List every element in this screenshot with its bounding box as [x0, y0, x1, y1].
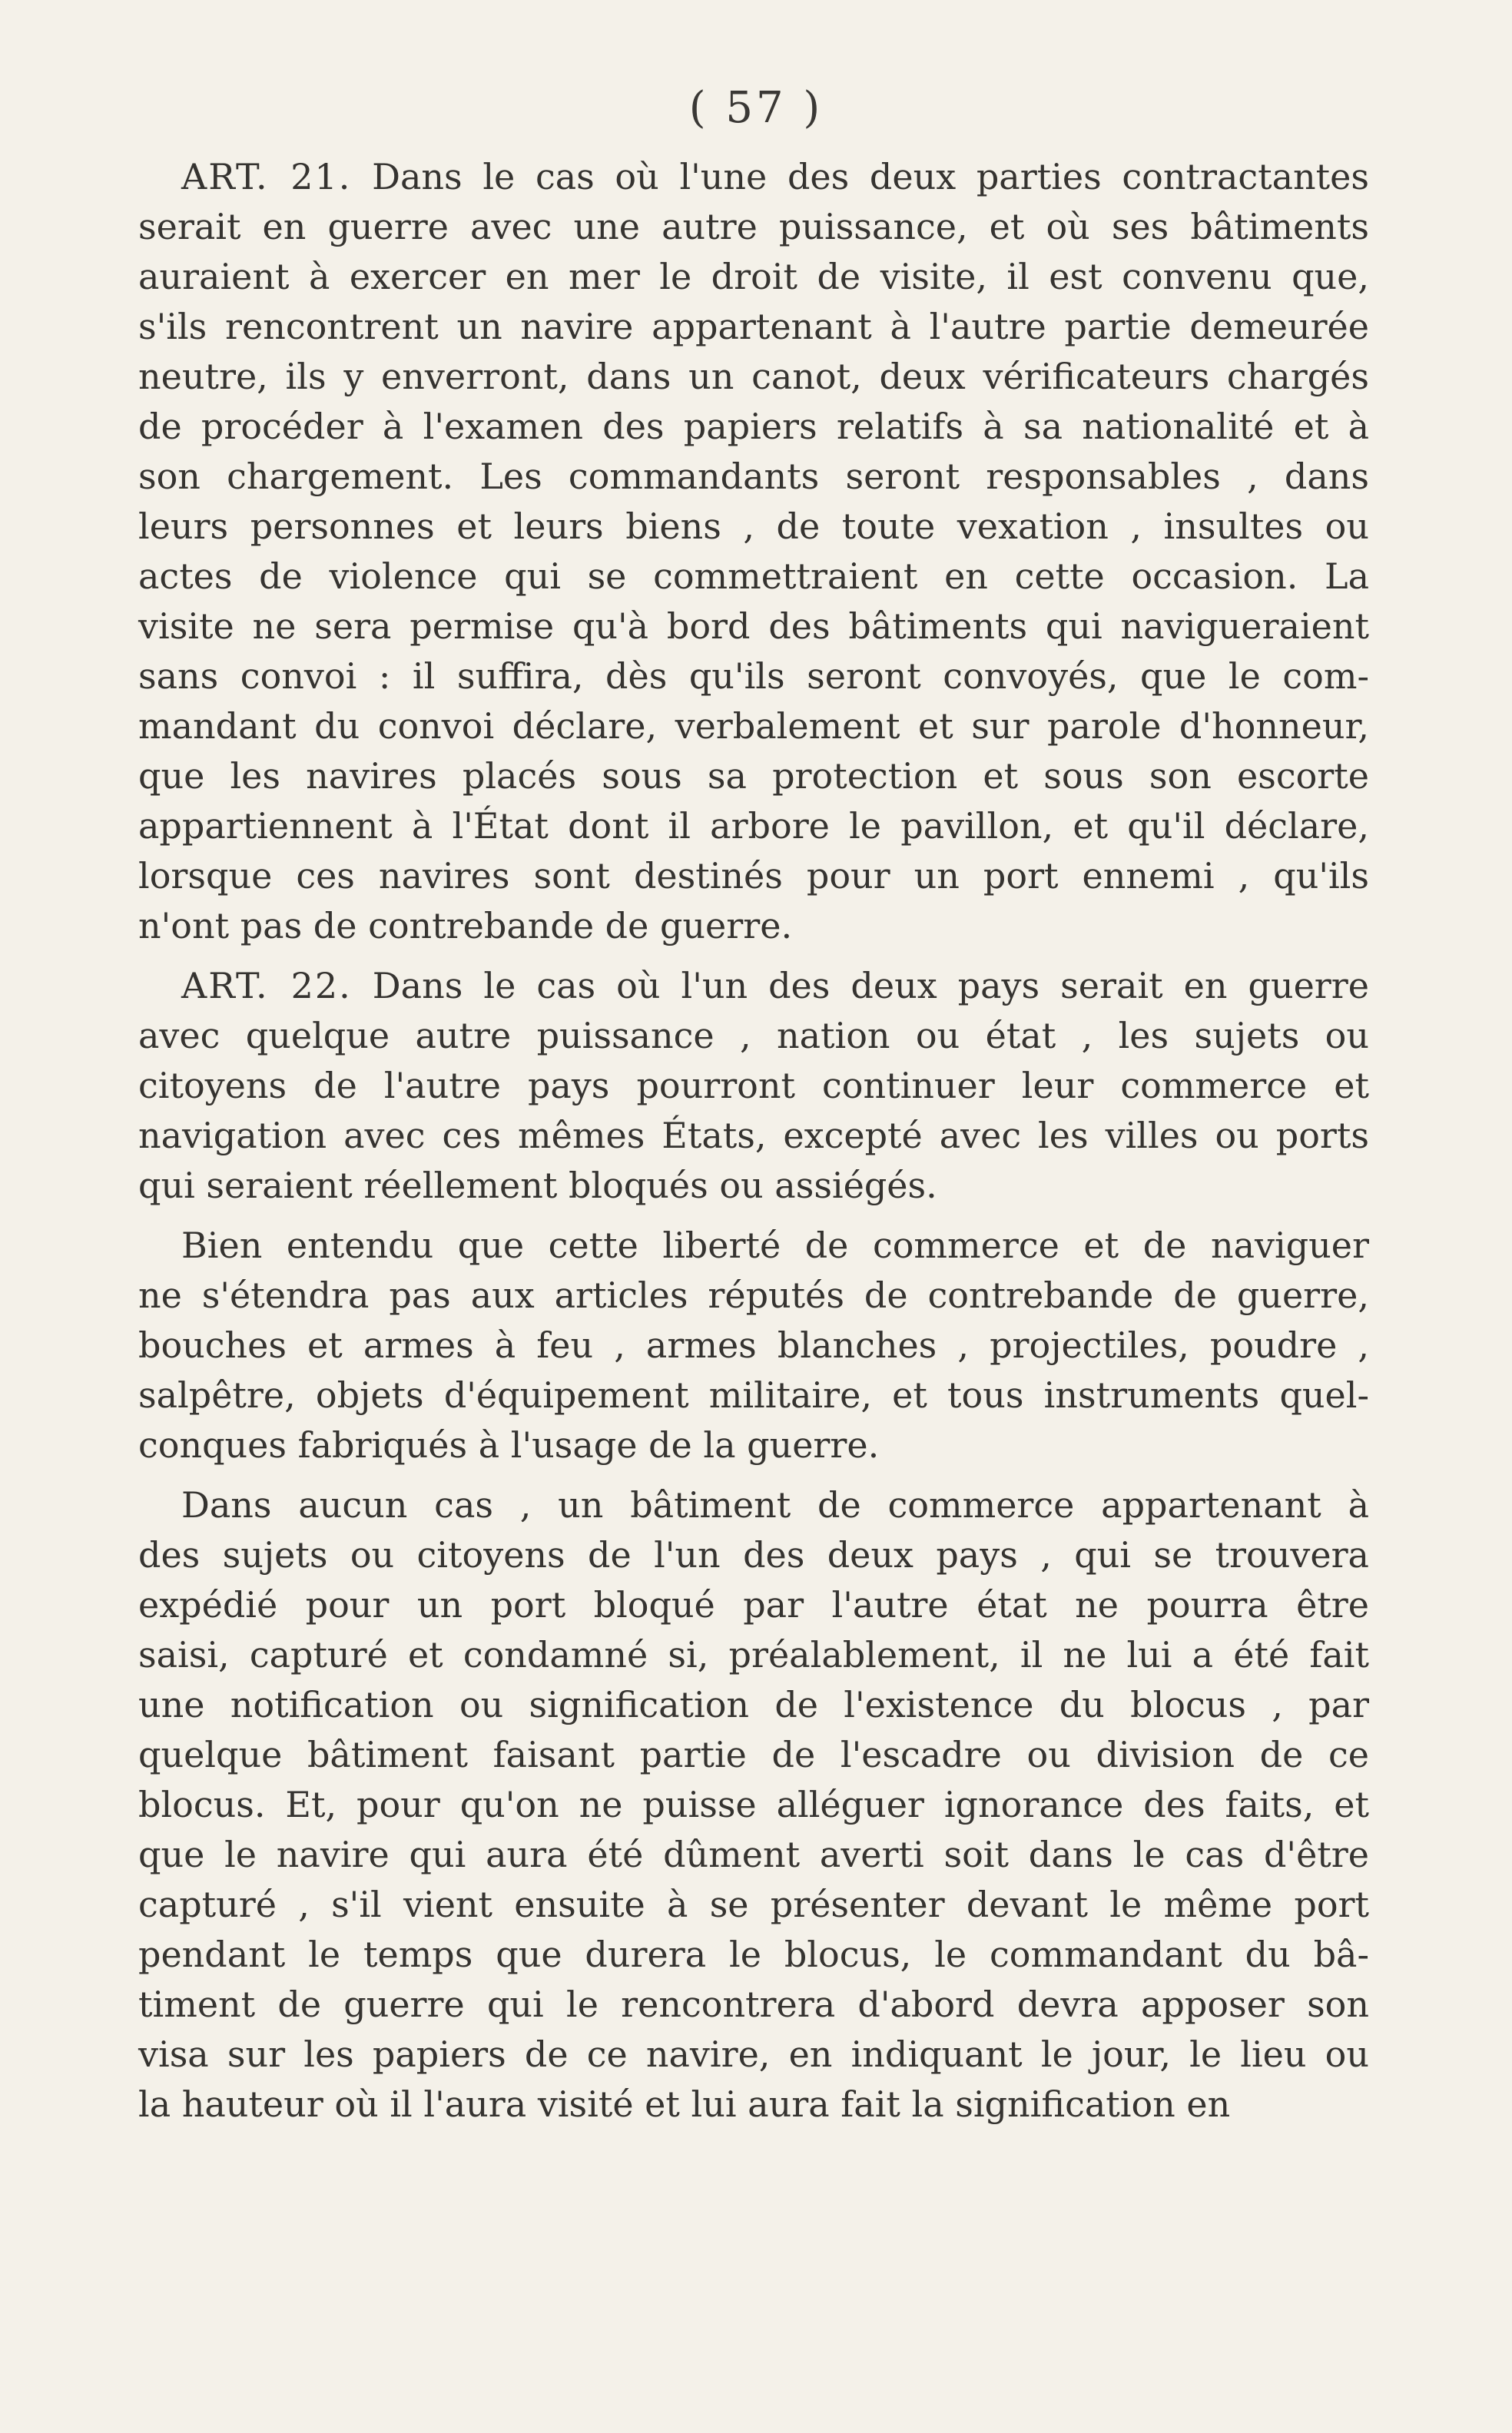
text-line: avec quelque autre puissance , nation ou état , les sujets ou [138, 1015, 1369, 1056]
paragraph-gap [138, 1211, 1369, 1221]
text-line: des sujets ou citoyens de l'un des deux pays , qui se trouvera [138, 1534, 1369, 1576]
text-line: citoyens de l'autre pays pourront continuer leur commerce et [138, 1065, 1369, 1106]
text-line: Bien entendu que cette liberté de commerce et de naviguer [181, 1225, 1369, 1266]
paragraph-gap [138, 951, 1369, 961]
paragraph [138, 1480, 1369, 2130]
text-line: blocus. Et, pour qu'on ne puisse alléguer ignorance des faits, et [138, 1784, 1369, 1825]
text-line-content: Dans le cas où l'une des deux parties contractantes [351, 156, 1369, 197]
text-line [138, 152, 1369, 202]
text-line: qui seraient réellement bloqués ou assiégés. [138, 1165, 937, 1206]
paragraph [138, 152, 1369, 951]
text-line: neutre, ils y enverront, dans un canot, deux vérificateurs chargés [138, 356, 1369, 397]
text-line: sans convoi : il suffira, dès qu'ils seront convoyés, que le com- [138, 655, 1369, 697]
page-number: ( 57 ) [688, 83, 824, 133]
text-line: expédié pour un port bloqué par l'autre état ne pourra être [138, 1584, 1369, 1626]
text-line: auraient à exercer en mer le droit de visite, il est convenu que, [138, 256, 1369, 297]
text-line: conques fabriqués à l'usage de la guerre. [138, 1424, 880, 1466]
text-line: pendant le temps que durera le blocus, le commandant du bâ- [138, 1934, 1369, 1975]
article-label: ART. 22. [181, 965, 352, 1006]
text-line: que le navire qui aura été dûment averti soit dans le cas d'être [138, 1834, 1369, 1875]
text-line: visite ne sera permise qu'à bord des bâtiments qui navigueraient [138, 605, 1369, 647]
text-line: de procéder à l'examen des papiers relatifs à sa nationalité et à [138, 406, 1369, 447]
text-line: que les navires placés sous sa protection et sous son escorte [138, 755, 1369, 797]
text-line: lorsque ces navires sont destinés pour un port ennemi , qu'ils [138, 855, 1369, 897]
text-line: salpêtre, objets d'équipement militaire, et tous instruments quel- [138, 1374, 1369, 1416]
article-label: ART. 21. [181, 156, 352, 197]
text-line: son chargement. Les commandants seront responsables , dans [138, 456, 1369, 497]
paragraph-gap [138, 1470, 1369, 1480]
text-line: la hauteur où il l'aura visité et lui aura fait la signification en [138, 2083, 1231, 2125]
text-line: appartiennent à l'État dont il arbore le pavillon, et qu'il déclare, [138, 805, 1369, 847]
paragraph [138, 1221, 1369, 1470]
text-line: n'ont pas de contrebande de guerre. [138, 905, 793, 946]
body-text [138, 152, 1369, 2130]
text-line: saisi, capturé et condamné si, préalablement, il ne lui a été fait [138, 1634, 1369, 1676]
text-line: leurs personnes et leurs biens , de toute vexation , insultes ou [138, 505, 1369, 547]
text-line: timent de guerre qui le rencontrera d'abord devra apposer son [138, 1984, 1369, 2025]
text-line: visa sur les papiers de ce navire, en indiquant le jour, le lieu ou [138, 2034, 1369, 2075]
text-line: quelque bâtiment faisant partie de l'escadre ou division de ce [138, 1734, 1369, 1775]
text-line: bouches et armes à feu , armes blanches , projectiles, poudre , [138, 1324, 1369, 1366]
text-line: Dans aucun cas , un bâtiment de commerce appartenant à [181, 1484, 1369, 1526]
text-line-content: Dans le cas où l'un des deux pays serait en guerre [351, 965, 1369, 1006]
text-line [138, 961, 1369, 1011]
text-line: s'ils rencontrent un navire appartenant à l'autre partie demeurée [138, 306, 1369, 347]
text-line: actes de violence qui se commettraient en cette occasion. La [138, 555, 1369, 597]
text-line: mandant du convoi déclare, verbalement et sur parole d'honneur, [138, 705, 1369, 747]
text-line: serait en guerre avec une autre puissance, et où ses bâtiments [138, 206, 1369, 247]
text-line: une notification ou signification de l'existence du blocus , par [138, 1684, 1369, 1725]
paragraph [138, 961, 1369, 1211]
text-line: capturé , s'il vient ensuite à se présenter devant le même port [138, 1884, 1369, 1925]
text-line: ne s'étendra pas aux articles réputés de contrebande de guerre, [138, 1275, 1369, 1316]
text-line: navigation avec ces mêmes États, excepté avec les villes ou ports [138, 1115, 1369, 1156]
